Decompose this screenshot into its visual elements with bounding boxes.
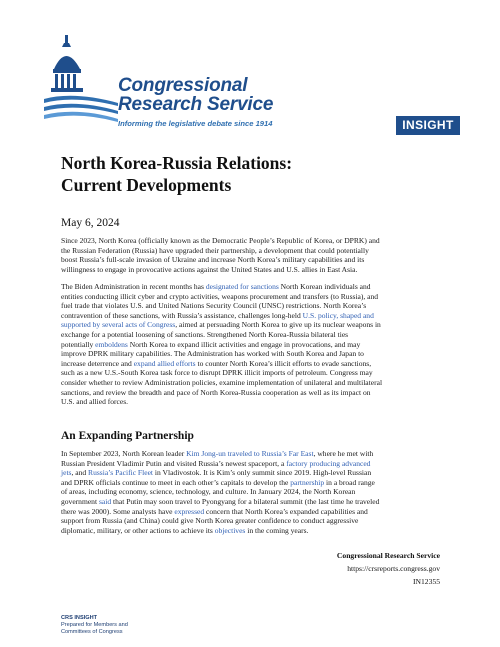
text-line: exchange for a potential loosening of sanctions. Strengthened North Korea-Russia bilateral ties <box>61 329 349 339</box>
document-date: May 6, 2024 <box>61 217 120 229</box>
link-kim-traveled[interactable]: Kim Jong-un traveled to Russia’s Far East <box>186 449 314 458</box>
text-line <box>61 340 453 350</box>
text-line: of areas, including economy, science, technology, and culture. In January 2024, the North Korean <box>61 487 356 497</box>
link-designated-for-sanctions[interactable]: designated for sanctions <box>205 282 279 291</box>
text-run: diplomatic, military, or other actions to achieve its <box>61 525 215 535</box>
text-line: sanctions, and review the breadth and pace of North Korea-Russia cooperation as well as its impact on <box>61 387 371 397</box>
text-line: consider whether to review Administration policies, examine implementation of unilateral and multilateral <box>61 377 383 387</box>
text-run: potentially <box>61 339 96 349</box>
link-jets[interactable]: jets <box>61 468 72 478</box>
text-line <box>61 282 453 292</box>
link-said[interactable]: said <box>98 496 112 506</box>
text-line: such as a new U.S.-South Korea task force to disrupt DPRK illicit imports of petroleum. Congress may <box>61 368 373 378</box>
text-line: Since 2023, North Korea (officially known as the Democratic People’s Republic of Korea, or DPRK) and <box>61 236 380 245</box>
text-run: North Korea to expand illicit activities and engage in provocations, and may <box>127 339 361 349</box>
paragraph-3 <box>61 449 453 535</box>
text-line: the Russian Federation (Russia) have upgraded their partnership, a development that could potentially <box>61 245 369 255</box>
text-run: there was 2000). Some analysts have <box>61 506 175 516</box>
text-run: In September 2023, North Korean leader <box>61 449 187 458</box>
paragraph-1 <box>61 236 453 274</box>
text-run: concern that North Korea’s expanded capabilities and <box>204 506 368 516</box>
org-name-line1: Congressional <box>118 75 248 96</box>
text-line <box>61 478 453 488</box>
text-line <box>61 468 453 478</box>
text-run: government <box>61 496 99 506</box>
crs-logo <box>44 33 314 143</box>
text-line: boost Russia’s full-scale invasion of Ukraine and increase North Korea’s military capabilities and its <box>61 255 365 265</box>
link-pacific-fleet[interactable]: Russia’s Pacific Fleet <box>88 468 154 478</box>
link-partnership[interactable]: partnership <box>290 477 325 487</box>
text-line <box>61 359 453 369</box>
text-run: and DPRK officials continue to meet in each other’s capitals to develop the <box>61 477 291 487</box>
title-line-1: North Korea-Russia Relations: <box>61 153 293 173</box>
link-emboldens[interactable]: emboldens <box>95 339 128 349</box>
text-line <box>61 459 453 469</box>
text-line <box>61 507 453 517</box>
org-tagline: Informing the legislative debate since 1914 <box>118 119 273 128</box>
signature-url[interactable]: https://crsreports.congress.gov <box>347 564 440 573</box>
link-expand-allied-efforts[interactable]: expand allied efforts <box>133 358 196 368</box>
link-acts-of-congress[interactable]: supported by several acts of Congress <box>61 320 176 330</box>
text-run: North Korean individuals and <box>278 282 371 291</box>
text-line <box>61 311 453 321</box>
link-expressed[interactable]: expressed <box>174 506 205 516</box>
text-run: to counter North Korea’s illicit efforts to evade sanctions, <box>195 358 372 368</box>
signature-org: Congressional Research Service <box>336 551 440 560</box>
text-run: , aimed at persuading North Korea to give up its nuclear weapons in <box>175 320 381 330</box>
text-run: The Biden Administration in recent months has <box>61 282 206 291</box>
text-run: in a broad range <box>324 477 375 487</box>
text-line: support from Russia (and China) could give North Korea greater confidence to conduct aggressive <box>61 516 359 526</box>
org-name-line2: Research Service <box>118 94 274 115</box>
capitol-dome-icon <box>44 33 124 133</box>
text-line: willingness to engage in provocative actions against the United States and U.S. allies in East Asia. <box>61 264 358 274</box>
text-run: in Vladivostok. It is Kim’s only summit since 2019. High-level Russian <box>153 468 372 478</box>
text-line: entities conducting illicit cyber and crypto activities, weapons procurement and transfers (to Russia), and <box>61 291 379 301</box>
footer-line: Committees of Congress <box>61 629 123 635</box>
text-run: , and <box>71 468 89 478</box>
insight-badge: INSIGHT <box>396 116 460 135</box>
page-footer <box>61 615 128 636</box>
text-run: contravention of these sanctions, with Russia’s assistance, challenges long-held <box>61 310 303 320</box>
text-line <box>61 526 453 536</box>
text-run: increase deterrence and <box>61 358 134 368</box>
paragraph-2 <box>61 282 453 407</box>
text-line: improve DPRK military capabilities. The Administration has worked with South Korea and Japan to <box>61 349 364 359</box>
title-line-2: Current Developments <box>61 175 232 195</box>
text-line <box>61 449 453 459</box>
link-factory[interactable]: factory producing advanced <box>286 458 371 468</box>
text-run: in the coming years. <box>245 525 309 535</box>
document-title <box>61 152 292 196</box>
footer-title: CRS INSIGHT <box>61 615 98 621</box>
link-us-policy[interactable]: U.S. policy, shaped and <box>302 310 374 320</box>
text-run: Russian President Vladimir Putin and visited Russia’s newest spaceport, a <box>61 458 287 468</box>
text-line: U.S. and allied forces. <box>61 397 129 407</box>
text-line <box>61 497 453 507</box>
footer-line: Prepared for Members and <box>61 622 128 628</box>
signature-id: IN12355 <box>413 577 440 586</box>
section-heading: An Expanding Partnership <box>61 430 194 442</box>
text-line: fuel trade that violates U.S. and United Nations Security Council (UNSC) restrictions. North Korea’s <box>61 301 367 311</box>
text-run: , where he met with <box>313 449 374 458</box>
text-run: that Putin may soon travel to Pyongyang for a bilateral summit (the last time he traveled <box>111 496 380 506</box>
link-objectives[interactable]: objectives <box>214 525 246 535</box>
text-line <box>61 320 453 330</box>
